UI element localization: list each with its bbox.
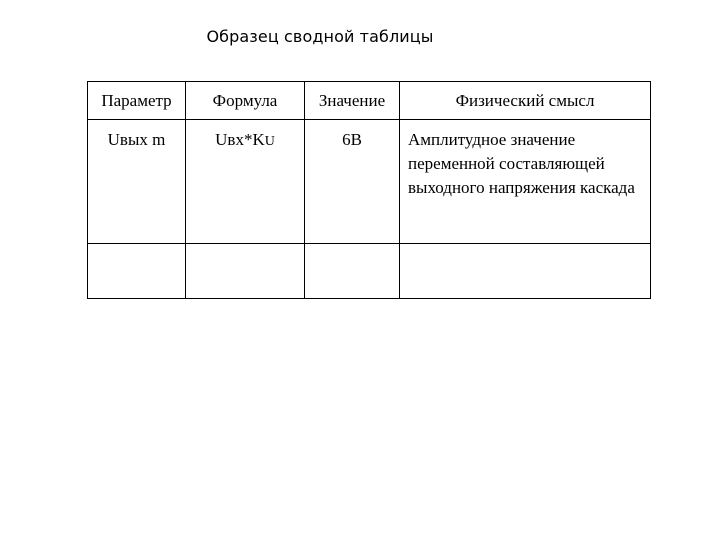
page-title: Образец сводной таблицы [206,27,434,46]
cell-formula [186,244,305,299]
cell-parameter: Uвых m [88,120,186,244]
header-value: Значение [305,82,400,120]
header-meaning: Физический смысл [400,82,651,120]
formula-main: Uвх*K [215,130,265,149]
cell-meaning [400,244,651,299]
header-parameter: Параметр [88,82,186,120]
summary-table [87,81,651,299]
cell-value: 6В [305,120,400,244]
header-formula: Формула [186,82,305,120]
cell-formula [186,120,305,244]
cell-value [305,244,400,299]
table-header-row [88,82,651,120]
table-row [88,120,651,244]
cell-parameter [88,244,186,299]
cell-meaning: Амплитудное значение переменной составляющей выходного напряжения каскада [400,120,651,244]
table-row [88,244,651,299]
formula-subscript: U [264,134,275,149]
